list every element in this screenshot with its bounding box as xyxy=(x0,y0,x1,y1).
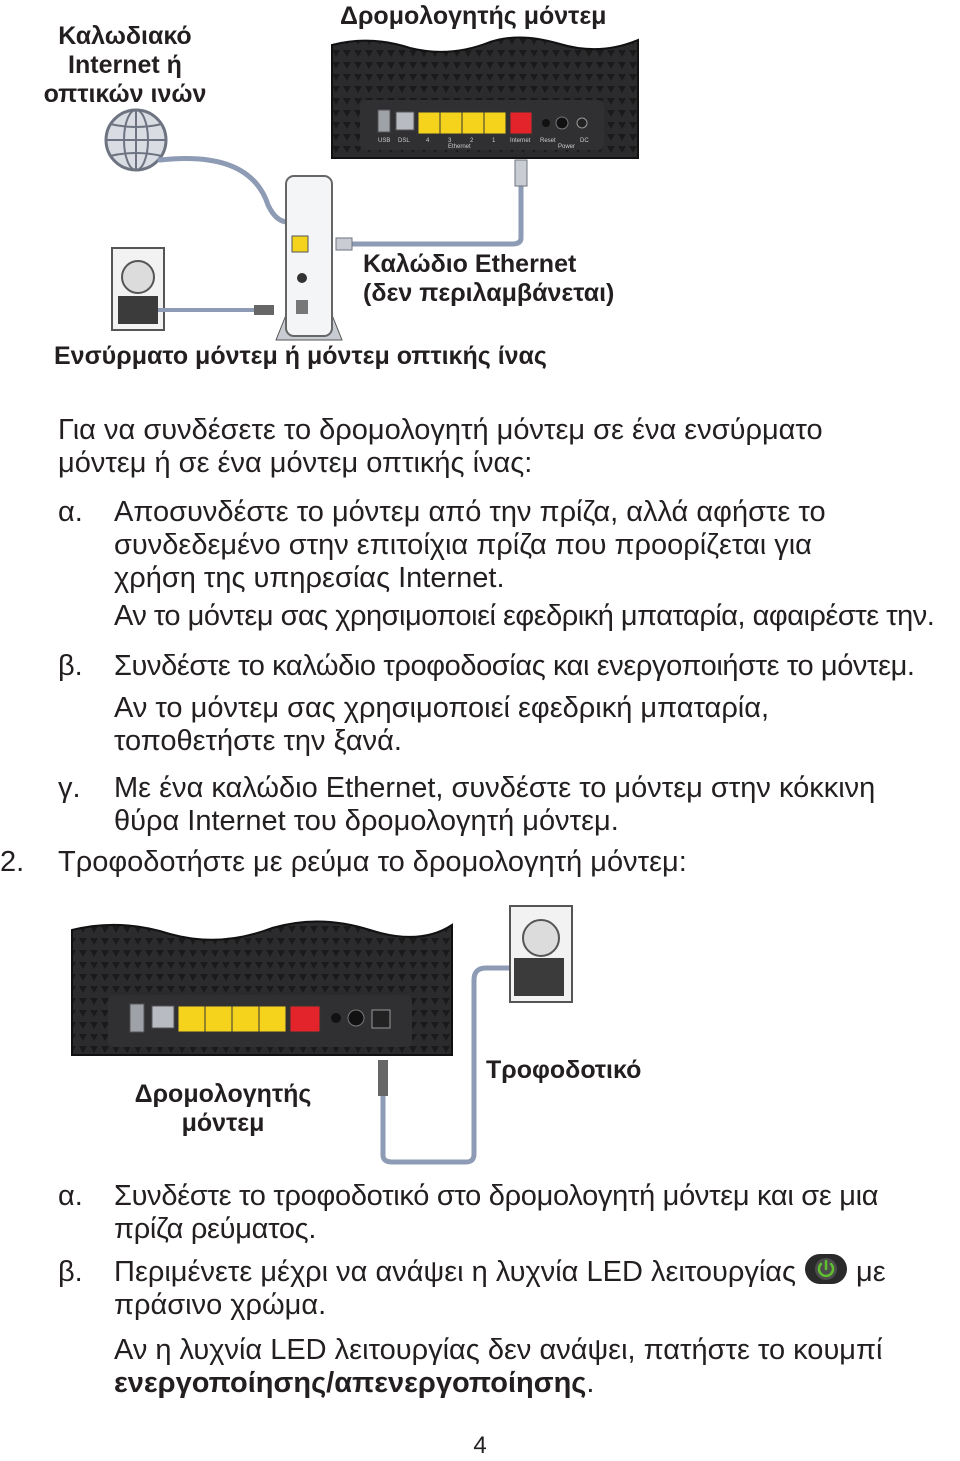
power-step-b-line: πράσινο χρώμα. xyxy=(114,1289,327,1322)
step-b-text: Συνδέστε το καλώδιο τροφοδοσίας και ενεργοποιήστε το μόντεμ. xyxy=(114,650,915,682)
power-step-b-note-line: Αν η λυχνία LED λειτουργίας δεν ανάψει, πατήστε το κουμπί xyxy=(114,1334,883,1366)
ethernet-cable-label-line: Καλώδιο Ethernet xyxy=(363,250,577,278)
step-c-line: θύρα Internet του δρομολογητή μόντεμ. xyxy=(114,805,619,837)
power-step-b-before: Περιμένετε μέχρι να ανάψει η λυχνία LED λειτουργίας xyxy=(114,1256,797,1288)
router-back-panel-2 xyxy=(72,921,452,1055)
ethernet-ports-label: Ethernet xyxy=(448,144,471,150)
step-b-note-line: τοποθετήστε την ξανά. xyxy=(114,725,402,757)
port-1-label: 1 xyxy=(492,138,496,144)
power-step-b-line xyxy=(114,1256,954,1289)
reset-label: Reset xyxy=(540,138,556,144)
power-led-icon xyxy=(804,1253,848,1285)
step-b-note-line: Αν το μόντεμ σας χρησιμοποιεί εφεδρική μπαταρία, xyxy=(114,692,770,724)
ethernet-cable xyxy=(352,160,521,244)
power-step-a-marker: α. xyxy=(58,1180,83,1212)
dsl-port-label: DSL xyxy=(398,138,410,144)
power-step-b-note-line xyxy=(114,1367,882,1400)
wall-outlet-icon xyxy=(112,248,164,330)
internet-cable xyxy=(160,158,288,222)
power-step-a-line: Συνδέστε το τροφοδοτικό στο δρομολογητή μόντεμ και σε μια xyxy=(114,1180,879,1212)
power-step-b-note xyxy=(114,1334,882,1400)
step-a-marker: α. xyxy=(58,496,83,528)
intro-line: μόντεμ ή σε ένα μόντεμ οπτικής ίνας: xyxy=(58,447,533,479)
power-adapter-label: Τροφοδοτικό xyxy=(486,1056,642,1084)
wall-outlet-icon-2 xyxy=(510,906,572,1002)
port-4-label: 4 xyxy=(426,138,430,144)
router-label-2 xyxy=(118,1080,328,1138)
port-3-label: 3 xyxy=(448,138,452,144)
step-b-note xyxy=(114,692,769,758)
ethernet-cable-label xyxy=(363,250,614,308)
internet-port-label: Internet xyxy=(510,138,531,144)
step-2-marker: 2. xyxy=(0,846,25,878)
internet-label-line: Καλωδιακό xyxy=(58,22,192,50)
power-step-b-note-end: . xyxy=(586,1367,595,1399)
modem-label: Ενσύρματο μόντεμ ή μόντεμ οπτικής ίνας xyxy=(54,342,547,370)
step-c-line: Με ένα καλώδιο Ethernet, συνδέστε το μόντεμ στην κόκκινη xyxy=(114,772,876,804)
port-2-label: 2 xyxy=(470,138,474,144)
intro-paragraph xyxy=(58,414,823,480)
port-labels xyxy=(360,138,604,152)
step-a-text xyxy=(114,496,826,595)
internet-label-line: οπτικών ινών xyxy=(43,80,207,108)
step-a-line: συνδεδεμένο στην επιτοίχια πρίζα που προορίζεται για xyxy=(114,529,812,561)
power-step-b-text xyxy=(114,1256,954,1322)
internet-label-line: Internet ή xyxy=(68,51,182,79)
dc-port-label: DC xyxy=(580,138,589,144)
step-a-note: Αν το μόντεμ σας χρησιμοποιεί εφεδρική μπαταρία, αφαιρέστε την. xyxy=(114,600,935,632)
power-step-a-text xyxy=(114,1180,878,1246)
router-label: Δρομολογητής μόντεμ xyxy=(340,2,607,30)
step-2-text: Τροφοδοτήστε με ρεύμα το δρομολογητή μόντεμ: xyxy=(58,846,687,878)
step-b-marker: β. xyxy=(58,650,83,682)
step-c-text xyxy=(114,772,875,838)
ethernet-cable-label-line: (δεν περιλαμβάνεται) xyxy=(363,279,615,307)
router-label-2-line: Δρομολογητής xyxy=(134,1080,312,1108)
power-button-label: Power xyxy=(558,144,576,150)
power-step-a-line: πρίζα ρεύματος. xyxy=(114,1213,317,1245)
step-c-marker: γ. xyxy=(58,772,81,804)
power-step-b-after: με xyxy=(856,1256,886,1288)
step-a-line: χρήση της υπηρεσίας Internet. xyxy=(114,562,505,594)
power-step-b-marker: β. xyxy=(58,1256,83,1288)
internet-label xyxy=(20,22,230,109)
internet-globe-icon xyxy=(106,110,166,170)
usb-port-label: USB xyxy=(378,138,391,144)
power-button-name: ενεργοποίησης/απενεργοποίησης xyxy=(114,1367,587,1399)
intro-line: Για να συνδέσετε το δρομολογητή μόντεμ σε ένα ενσύρματο xyxy=(58,414,823,446)
step-a-line: Αποσυνδέστε το μόντεμ από την πρίζα, αλλά αφήστε το xyxy=(114,496,826,528)
router-label-2-line: μόντεμ xyxy=(181,1109,265,1137)
modem-device xyxy=(276,176,342,340)
page-number: 4 xyxy=(473,1432,487,1459)
